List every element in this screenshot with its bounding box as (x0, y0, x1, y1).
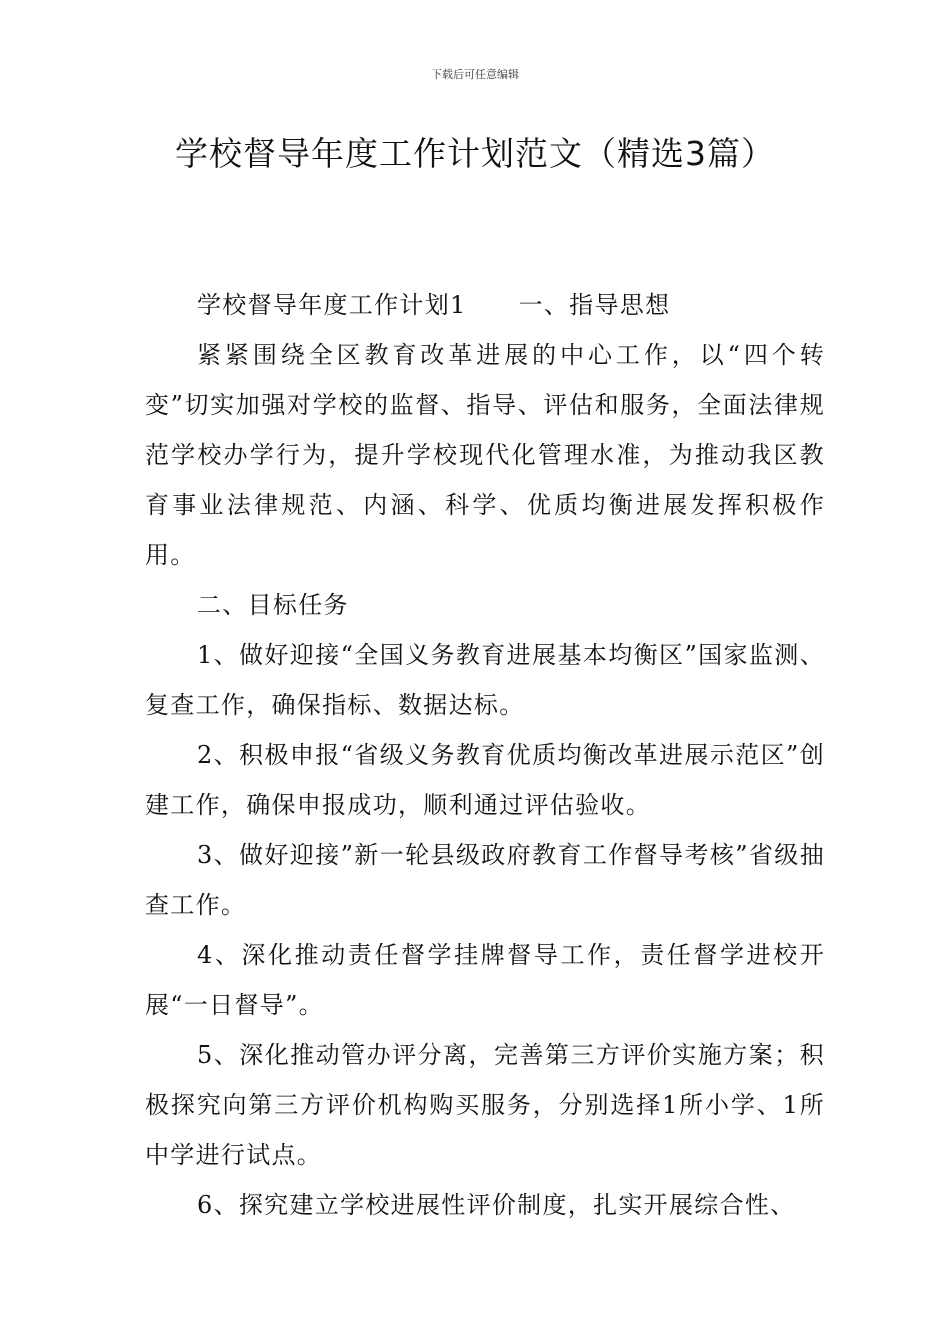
paragraph-item-3: 3、做好迎接”新一轮县级政府教育工作督导考核”省级抽查工作。 (145, 841, 825, 919)
paragraph-item-5: 5、深化推动管办评分离，完善第三方评价实施方案；积极探究向第三方评价机构购买服务，分别选择1所小学、1所中学进行试点。 (145, 1041, 825, 1169)
document-body (145, 280, 825, 1230)
paragraph-item-1: 1、做好迎接“全国义务教育进展基本均衡区”国家监测、复查工作，确保指标、数据达标。 (145, 641, 825, 719)
section-first-item: 一、指导思想 (518, 291, 671, 319)
header-note: 下载后可任意编辑 (431, 68, 519, 81)
document-title: 学校督导年度工作计划范文（精选3篇） (175, 134, 775, 173)
paragraph-item-6: 6、探究建立学校进展性评价制度，扎实开展综合性、 (197, 1191, 796, 1219)
section-heading-line (145, 280, 825, 330)
paragraph-item-4: 4、深化推动责任督学挂牌督导工作，责任督学进校开展“一日督导”。 (145, 941, 825, 1019)
section-heading: 学校督导年度工作计划1 (197, 291, 467, 319)
paragraph-guiding-ideology: 紧紧围绕全区教育改革进展的中心工作，以“四个转变”切实加强对学校的监督、指导、评估和服务，全面法律规范学校办学行为，提升学校现代化管理水准，为推动我区教育事业法律规范、内涵、科学、优质均衡进展发挥积极作用。 (145, 341, 825, 569)
paragraph-item-2: 2、积极申报“省级义务教育优质均衡改革进展示范区”创建工作，确保申报成功，顺利通过评估验收。 (145, 741, 825, 819)
paragraph-goals-heading: 二、目标任务 (197, 591, 349, 619)
